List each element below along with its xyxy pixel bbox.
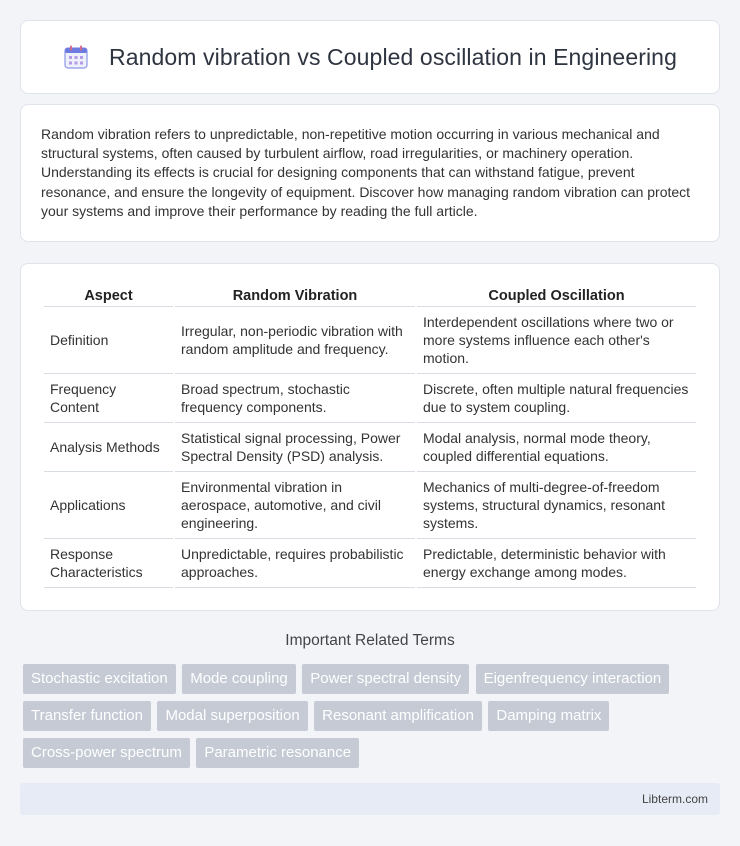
row-aspect: Frequency Content <box>44 374 173 423</box>
table-row <box>44 374 696 423</box>
row-random: Statistical signal processing, Power Spectral Density (PSD) analysis. <box>175 423 415 472</box>
header-aspect: Aspect <box>44 282 173 307</box>
row-coupled: Modal analysis, normal mode theory, coupled differential equations. <box>417 423 696 472</box>
row-random: Broad spectrum, stochastic frequency components. <box>175 374 415 423</box>
row-random: Environmental vibration in aerospace, automotive, and civil engineering. <box>175 472 415 539</box>
row-aspect: Definition <box>44 307 173 374</box>
related-term-tag[interactable]: Power spectral density <box>302 664 469 694</box>
row-coupled: Predictable, deterministic behavior with energy exchange among modes. <box>417 539 696 588</box>
page-title: Random vibration vs Coupled oscillation in Engineering <box>109 43 677 70</box>
related-term-tag[interactable]: Stochastic excitation <box>23 664 176 694</box>
header-coupled-oscillation: Coupled Oscillation <box>417 282 696 307</box>
intro-card <box>20 104 720 242</box>
footer-brand-link[interactable]: Libterm.com <box>641 792 708 806</box>
table-row <box>44 539 696 588</box>
calendar-grid-icon <box>63 44 89 70</box>
related-term-tag[interactable]: Parametric resonance <box>196 738 359 768</box>
footer <box>20 783 720 815</box>
related-term-tag[interactable]: Modal superposition <box>157 701 307 731</box>
comparison-card <box>20 263 720 611</box>
related-term-tag[interactable]: Eigenfrequency interaction <box>476 664 670 694</box>
row-aspect: Response Characteristics <box>44 539 173 588</box>
row-coupled: Mechanics of multi-degree-of-freedom systems, structural dynamics, resonant systems. <box>417 472 696 539</box>
related-term-tag[interactable]: Mode coupling <box>182 664 296 694</box>
related-term-tag[interactable]: Resonant amplification <box>314 701 482 731</box>
intro-text: Random vibration refers to unpredictable, non-repetitive motion occurring in various mechanical and structural systems, often caused by turbulent airflow, road irregularities, or machinery operation. Understanding its effects is crucial for designing components that can withstand fatigue, prevent resonance, and ensure the longevity of equipment. Discover how managing random vibration can protect your systems and improve their performance by reading the full article. <box>41 126 691 219</box>
table-row <box>44 423 696 472</box>
table-row <box>44 307 696 374</box>
row-aspect: Applications <box>44 472 173 539</box>
related-term-tag[interactable]: Cross-power spectrum <box>23 738 190 768</box>
row-coupled: Interdependent oscillations where two or more systems influence each other's motion. <box>417 307 696 374</box>
title-card <box>20 20 720 94</box>
related-terms-list <box>23 664 723 775</box>
row-random: Irregular, non-periodic vibration with random amplitude and frequency. <box>175 307 415 374</box>
comparison-table <box>42 282 698 588</box>
related-terms-title: Important Related Terms <box>285 632 455 649</box>
header-random-vibration: Random Vibration <box>175 282 415 307</box>
related-term-tag[interactable]: Damping matrix <box>488 701 609 731</box>
table-header-row <box>44 282 696 307</box>
related-term-tag[interactable]: Transfer function <box>23 701 151 731</box>
row-random: Unpredictable, requires probabilistic approaches. <box>175 539 415 588</box>
row-aspect: Analysis Methods <box>44 423 173 472</box>
table-row <box>44 472 696 539</box>
row-coupled: Discrete, often multiple natural frequencies due to system coupling. <box>417 374 696 423</box>
